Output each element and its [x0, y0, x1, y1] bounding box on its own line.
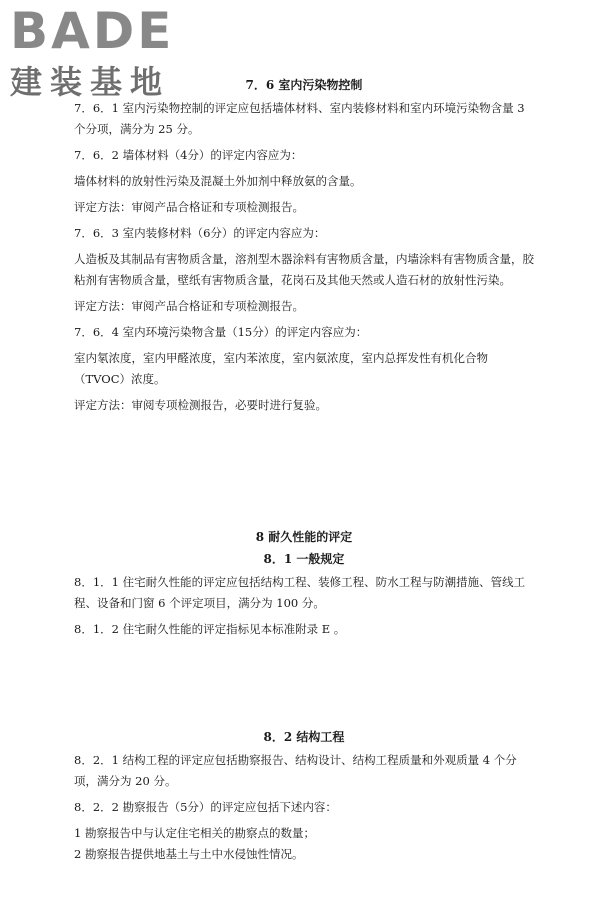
clause-8-2-2: 8．2．2 勘察报告（5分）的评定应包括下述内容： [74, 800, 337, 814]
clause-7-6-2: 7．6．2 墙体材料（4分）的评定内容应为： [74, 148, 303, 162]
eval-method-3: 评定方法：审阅专项检测报告，必要时进行复验。 [74, 398, 327, 412]
list-item-2: 2 勘察报告提供地基土与土中水侵蚀性情况。 [74, 847, 304, 861]
clause-7-6-1: 7．6．1 室内污染物控制的评定应包括墙体材料、室内装修材料和室内环境污染物含量 3 个分项，满分为 25 分。 [74, 101, 525, 136]
section-heading-7-6: 7．6 室内污染物控制 [245, 78, 363, 92]
clause-7-6-4-content: 室内氡浓度，室内甲醛浓度，室内苯浓度，室内氨浓度，室内总挥发性有机化合物（TVOC）浓度。 [74, 351, 488, 386]
clause-7-6-3-content: 人造板及其制品有害物质含量，溶剂型木器涂料有害物质含量，内墙涂料有害物质含量，胶粘剂有害物质含量，壁纸有害物质含量，花岗石及其他天然或人造石材的放射性污染。 [74, 252, 534, 287]
clause-8-1-1: 8．1．1 住宅耐久性能的评定应包括结构工程、装修工程、防水工程与防潮措施、管线工程、设备和门窗 6 个评定项目，满分为 100 分。 [74, 575, 526, 610]
section-heading-8-1: 8．1 一般规定 [263, 552, 345, 566]
clause-8-1-2: 8．1．2 住宅耐久性能的评定指标见本标准附录 E 。 [74, 622, 346, 636]
document-body [74, 76, 534, 865]
clause-7-6-4: 7．6．4 室内环境污染物含量（15分）的评定内容应为： [74, 325, 368, 339]
clause-7-6-2-content: 墙体材料的放射性污染及混凝土外加剂中释放氨的含量。 [74, 174, 362, 188]
clause-7-6-3: 7．6．3 室内装修材料（6分）的评定内容应为： [74, 226, 326, 240]
eval-method-2: 评定方法：审阅产品合格证和专项检测报告。 [74, 299, 304, 313]
logo-subtitle: 建装基地 [10, 63, 171, 101]
clause-8-2-1: 8．2．1 结构工程的评定应包括勘察报告、结构设计、结构工程质量和外观质量 4 个分项，满分为 20 分。 [74, 753, 517, 788]
list-item-1: 1 勘察报告中与认定住宅相关的勘察点的数量； [74, 826, 315, 840]
logo-brand: BADE [10, 2, 175, 60]
chapter-heading-8: 8 耐久性能的评定 [255, 530, 353, 544]
section-heading-8-2: 8．2 结构工程 [263, 730, 345, 744]
eval-method-1: 评定方法：审阅产品合格证和专项检测报告。 [74, 200, 304, 214]
